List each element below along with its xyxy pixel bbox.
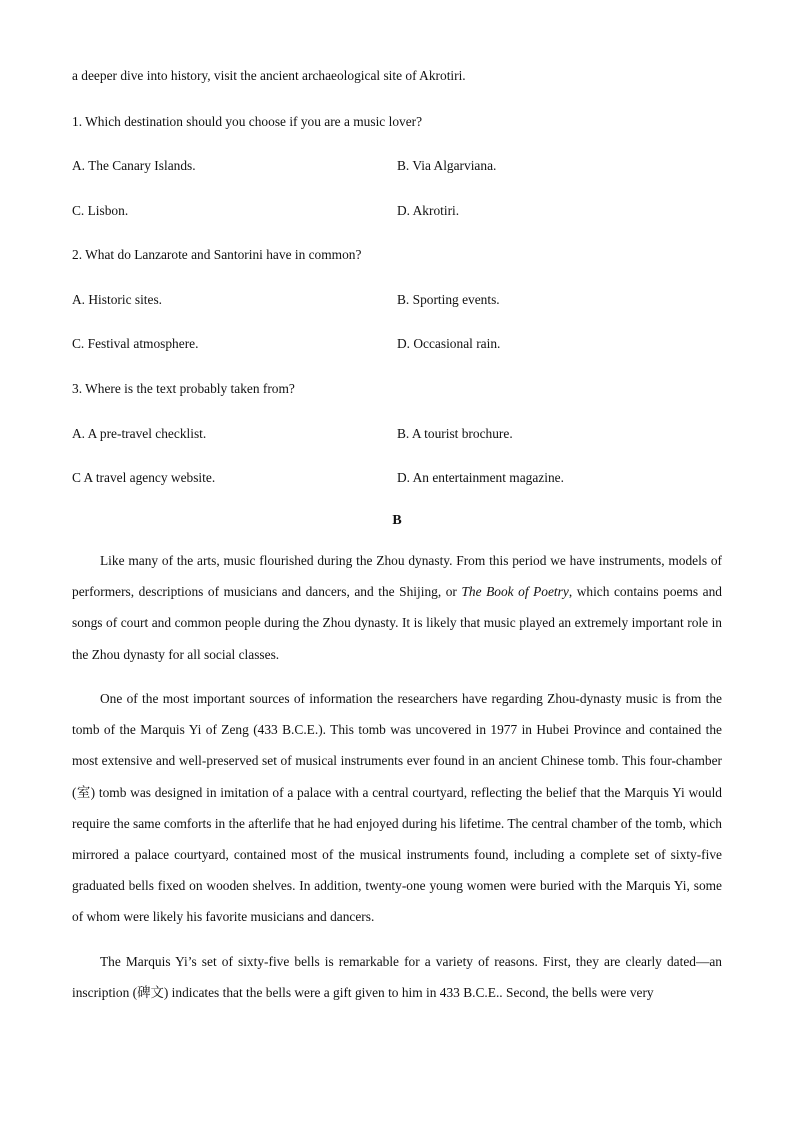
paragraph-1-text-a: Like many of the arts, music flourished during the Zhou dynasty. From this period we have instruments, models of performers, descriptions of musicians and dancers, and the Shijing, or xyxy=(72,553,722,600)
option-a: A. A pre-travel checklist. xyxy=(72,426,207,441)
option-a: A. The Canary Islands. xyxy=(72,158,196,173)
option-d: D. Occasional rain. xyxy=(397,336,501,351)
option-b: B. Sporting events. xyxy=(397,292,500,307)
book-title: The Book of Poetry xyxy=(461,584,569,600)
option-d: D. An entertainment magazine. xyxy=(397,470,564,485)
option-a: A. Historic sites. xyxy=(72,292,163,307)
option-b: B. A tourist brochure. xyxy=(397,426,513,441)
option-c: C. Lisbon. xyxy=(72,203,129,218)
paragraph-3: The Marquis Yi’s set of sixty-five bells is remarkable for a variety of reasons. First, they are clearly dated—an inscription (碑文) indicates that the bells were a gift given to him in 433 B.C.E.. Second, the bells were very xyxy=(72,954,722,1001)
option-b: B. Via Algarviana. xyxy=(397,158,497,173)
paragraph-1 xyxy=(72,545,722,670)
paragraph-2: One of the most important sources of information the researchers have regarding Zhou-dynasty music is from the tomb of the Marquis Yi of Zeng (433 B.C.E.). This tomb was uncovered in 1977 in Hubei Province and contained the most extensive and well-preserved set of musical instruments ever found in an ancient Chinese tomb. This four-chamber (室) tomb was designed in imitation of a palace with a central courtyard, reflecting the belief that the Marquis Yi would require the same comforts in the afterlife that he had enjoyed during his lifetime. The central chamber of the tomb, which mirrored a palace courtyard, contained most of the musical instruments found, including a complete set of sixty-five graduated bells fixed on wooden shelves. In addition, twenty-one young women were buried with the Marquis Yi, some of whom were likely his favorite musicians and dancers. xyxy=(72,691,722,925)
intro-tail: a deeper dive into history, visit the ancient archaeological site of Akrotiri. xyxy=(72,68,466,83)
option-d: D. Akrotiri. xyxy=(397,203,460,218)
section-heading: B xyxy=(392,513,402,528)
option-c: C A travel agency website. xyxy=(72,470,216,485)
question-stem: 2. What do Lanzarote and Santorini have in common? xyxy=(72,247,362,262)
question-stem: 1. Which destination should you choose if you are a music lover? xyxy=(72,114,423,129)
question-stem: 3. Where is the text probably taken from? xyxy=(72,381,295,396)
paragraph-1-text-b: , which contains poems and songs of court and common people during the Zhou dynasty. It is likely that music played an extremely important role in the Zhou dynasty for all social classes. xyxy=(72,584,722,662)
option-c: C. Festival atmosphere. xyxy=(72,336,199,351)
